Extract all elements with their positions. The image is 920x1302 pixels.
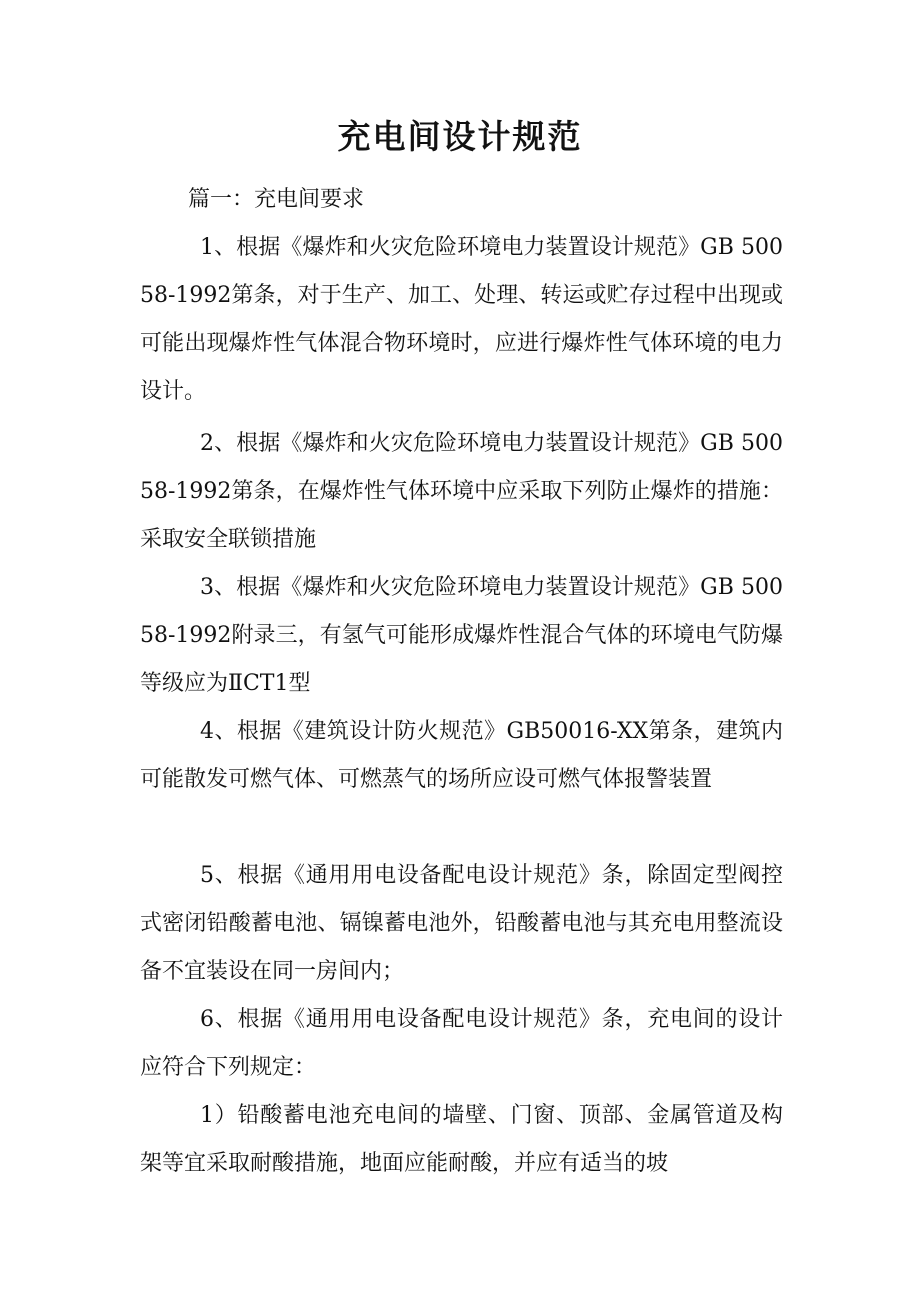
paragraph-1: 1、根据《爆炸和火灾危险环境电力装置设计规范》GB 50058-1992第条，对于生产、加工、处理、转运或贮存过程中出现或可能出现爆炸性气体混合物环境时，应进行爆炸性气体环境的电力设计。 (140, 235, 783, 404)
paragraph-4: 4、根据《建筑设计防火规范》GB50016-XX第条，建筑内可能散发可燃气体、可燃蒸气的场所应设可燃气体报警装置 (140, 719, 783, 792)
paragraph-2: 2、根据《爆炸和火灾危险环境电力装置设计规范》GB 50058-1992第条，在爆炸性气体环境中应采取下列防止爆炸的措施：采取安全联锁措施 (140, 431, 783, 552)
document-title: 充电间设计规范 (337, 117, 583, 156)
paragraph-7: 1）铅酸蓄电池充电间的墙壁、门窗、顶部、金属管道及构架等宜采取耐酸措施，地面应能耐酸，并应有适当的坡 (140, 1103, 783, 1176)
paragraph-3: 3、根据《爆炸和火灾危险环境电力装置设计规范》GB 50058-1992附录三，有氢气可能形成爆炸性混合气体的环境电气防爆等级应为ⅡCT1型 (140, 575, 783, 696)
section-heading: 篇一：充电间要求 (188, 187, 365, 212)
paragraph-5: 5、根据《通用用电设备配电设计规范》条，除固定型阀控式密闭铅酸蓄电池、镉镍蓄电池外，铅酸蓄电池与其充电用整流设备不宜装设在同一房间内； (140, 863, 783, 984)
paragraph-6: 6、根据《通用用电设备配电设计规范》条，充电间的设计应符合下列规定： (140, 1007, 783, 1080)
